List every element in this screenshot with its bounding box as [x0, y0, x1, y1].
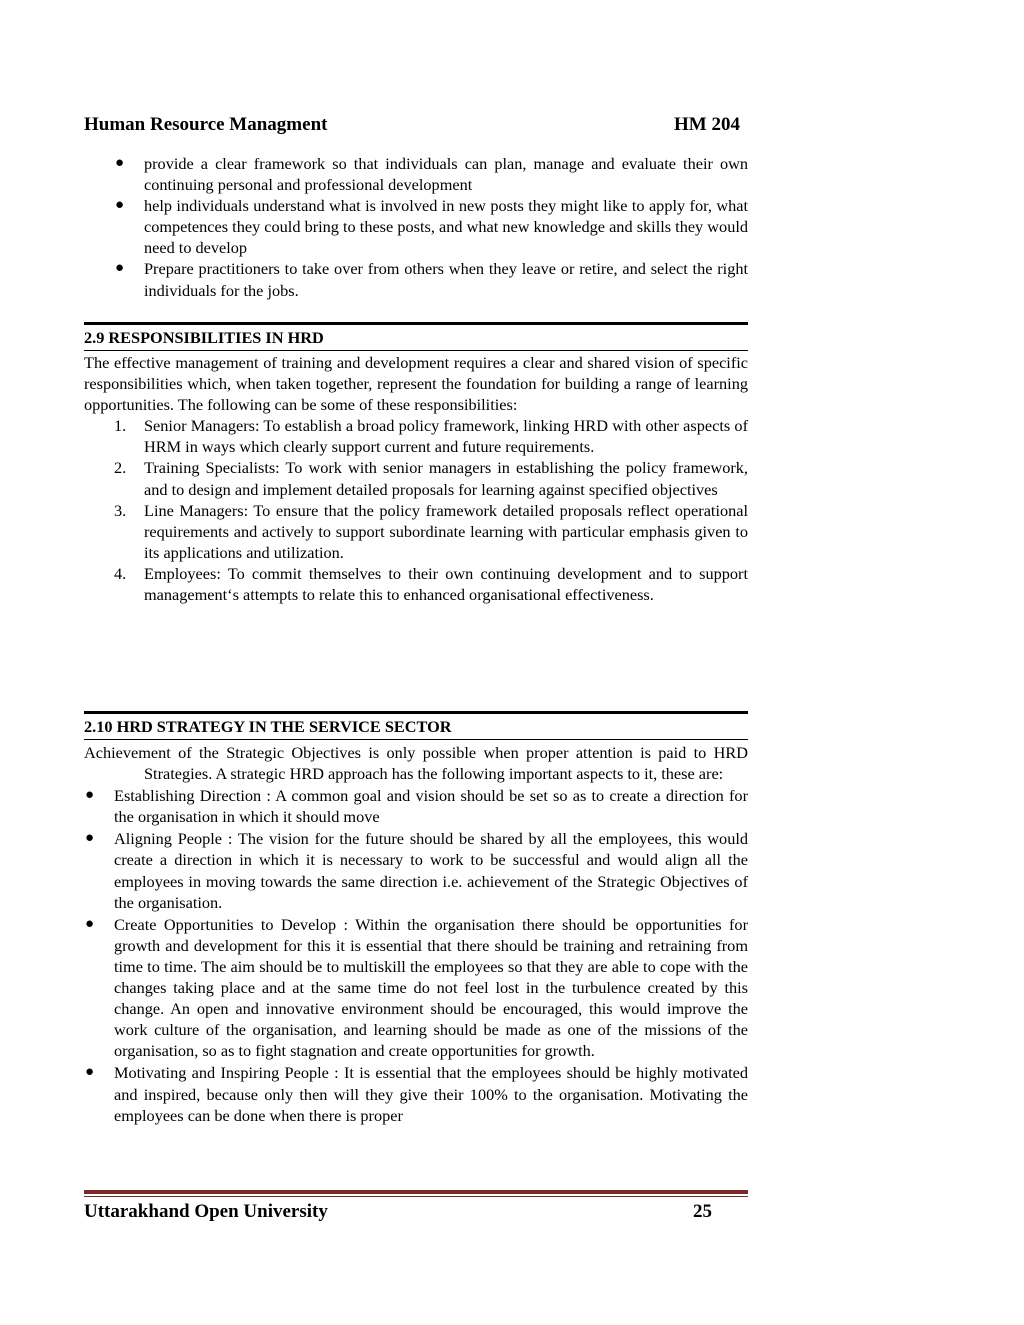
bullet-icon: ●	[115, 155, 125, 171]
intro-bullet-list	[84, 153, 748, 301]
strategy-bullet-list	[84, 785, 748, 1126]
page-number: 25	[693, 1201, 712, 1222]
list-item: ● Motivating and Inspiring People : It is essential that the employees should be highly motivated and inspired, because only then will they give their 100% to the organisation. Motivating the employees can be done when there is proper	[85, 1063, 748, 1125]
list-item: ● help individuals understand what is involved in new posts they might like to apply for, what competences they could bring to these posts, and what new knowledge and skills they would need to develop	[115, 196, 748, 258]
list-item: ● Prepare practitioners to take over from others when they leave or retire, and select the right individuals for the jobs.	[115, 259, 748, 300]
section-2-9-body	[84, 352, 748, 605]
list-item: 4. Employees: To commit themselves to their own continuing development and to support management‘s attempts to relate this to enhanced organisational effectiveness.	[114, 563, 748, 605]
list-item: 1. Senior Managers: To establish a broad policy framework, linking HRD with other aspects of HRM in ways which clearly support current and future requirements.	[114, 416, 748, 457]
section-intro-paragraph: The effective management of training and development requires a clear and shared vision of specific responsibilities which, when taken together, represent the foundation for building a range of learning opportunities. The following can be some of these responsibilities:	[84, 353, 748, 415]
list-item: ● provide a clear framework so that individuals can plan, manage and evaluate their own continuing personal and professional development	[115, 154, 748, 195]
responsibilities-list	[84, 415, 748, 605]
list-item: ● Establishing Direction : A common goal and vision should be set so as to create a direction for the organisation in which it should move	[85, 786, 748, 827]
section-2-10-body	[84, 742, 748, 1126]
section-divider	[84, 350, 748, 351]
bullet-icon: ●	[115, 197, 125, 214]
bullet-icon: ●	[85, 830, 95, 847]
section-divider	[84, 711, 748, 714]
bullet-icon: ●	[85, 1064, 95, 1081]
bullet-icon: ●	[85, 915, 95, 932]
section-divider	[84, 739, 748, 740]
footer-divider	[84, 1190, 748, 1194]
bullet-icon: ●	[85, 787, 95, 804]
page-footer	[84, 1201, 748, 1225]
list-item: 3. Line Managers: To ensure that the policy framework detailed proposals reflect operational requirements and actively to support subordinate learning with particular emphasis given to its applications and utilization.	[114, 500, 748, 562]
list-item: ● Create Opportunities to Develop : Within the organisation there should be opportunities for growth and development for this it is essential that there should be training and retraining from time to time. The aim should be to multiskill the employees so that they are able to cope with the changes taking place and at the same time do not feel lost in the turbulence created by this change. An open and innovative environment should be encouraged, this would improve the work culture of the organisation, and learning should be made as one of the missions of the organisation, so as to fight stagnation and create opportunities for growth.	[85, 914, 748, 1061]
section-divider	[84, 322, 748, 325]
university-name: Uttarakhand Open University	[84, 1201, 328, 1222]
bullet-icon: ●	[115, 260, 125, 277]
section-intro-paragraph: Achievement of the Strategic Objectives is only possible when proper attention is paid to HRD Strategies. A strategic HRD approach has the following important aspects to it, these are:	[84, 743, 748, 784]
course-title: Human Resource Managment	[84, 114, 328, 135]
footer-divider	[84, 1196, 748, 1197]
section-heading-2-10: 2.10 HRD STRATEGY IN THE SERVICE SECTOR	[84, 717, 452, 736]
section-heading-2-9: 2.9 RESPONSIBILITIES IN HRD	[84, 328, 324, 347]
list-item: 2. Training Specialists: To work with senior managers in establishing the policy framework, and to design and implement detailed proposals for learning against specified objectives	[114, 458, 748, 499]
list-item: ● Aligning People : The vision for the future should be shared by all the employees, this would create a direction in which it is necessary to work to be successful and would align all the employees in moving towards the same direction i.e. achievement of the Strategic Objectives of the organisation.	[85, 829, 748, 912]
course-code: HM 204	[674, 114, 740, 135]
page-header	[84, 114, 744, 138]
